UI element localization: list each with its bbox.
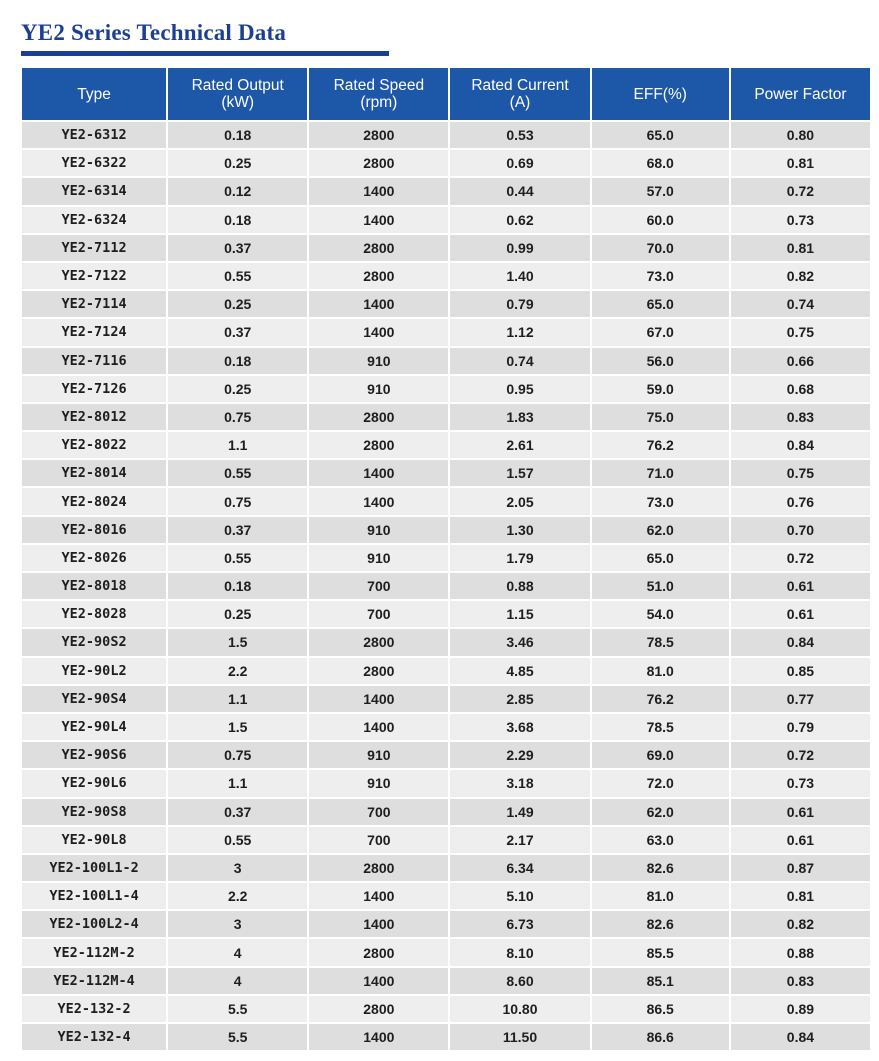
cell-rated-output: 0.37 [168,799,307,827]
table-row [22,658,870,686]
cell-efficiency: 82.6 [592,911,729,939]
table-row [22,545,870,573]
cell-efficiency: 60.0 [592,207,729,235]
cell-rated-current: 1.40 [450,263,589,291]
cell-type: YE2-132-4 [22,1024,166,1052]
cell-type: YE2-6312 [22,122,166,150]
cell-rated-speed: 2800 [309,263,448,291]
cell-rated-speed: 700 [309,827,448,855]
cell-rated-current: 2.05 [450,488,589,516]
cell-rated-output: 0.37 [168,319,307,347]
column-header-rated-speed: Rated Speed (rpm) [309,68,448,122]
column-header-efficiency: EFF(%) [592,68,729,122]
cell-rated-output: 1.5 [168,629,307,657]
cell-rated-current: 6.34 [450,855,589,883]
cell-type: YE2-90S2 [22,629,166,657]
table-row [22,714,870,742]
cell-type: YE2-112M-2 [22,939,166,967]
cell-power-factor: 0.85 [731,658,870,686]
technical-data-table [20,68,872,1052]
table-row [22,742,870,770]
cell-type: YE2-90S4 [22,686,166,714]
cell-rated-speed: 910 [309,348,448,376]
cell-power-factor: 0.66 [731,348,870,376]
cell-efficiency: 76.2 [592,432,729,460]
cell-rated-current: 4.85 [450,658,589,686]
cell-rated-current: 0.74 [450,348,589,376]
cell-rated-speed: 700 [309,573,448,601]
cell-rated-speed: 2800 [309,658,448,686]
cell-type: YE2-7126 [22,376,166,404]
cell-type: YE2-6324 [22,207,166,235]
cell-power-factor: 0.61 [731,601,870,629]
cell-type: YE2-100L1-4 [22,883,166,911]
cell-rated-output: 1.1 [168,770,307,798]
cell-type: YE2-90S6 [22,742,166,770]
cell-power-factor: 0.75 [731,319,870,347]
cell-rated-speed: 1400 [309,460,448,488]
table-row [22,432,870,460]
cell-rated-current: 1.30 [450,517,589,545]
cell-rated-current: 0.99 [450,235,589,263]
cell-rated-current: 2.17 [450,827,589,855]
cell-rated-speed: 2800 [309,996,448,1024]
cell-type: YE2-90L2 [22,658,166,686]
cell-rated-current: 3.46 [450,629,589,657]
cell-type: YE2-6314 [22,178,166,206]
cell-power-factor: 0.89 [731,996,870,1024]
table-row [22,573,870,601]
cell-rated-current: 1.57 [450,460,589,488]
cell-power-factor: 0.74 [731,291,870,319]
cell-efficiency: 67.0 [592,319,729,347]
cell-power-factor: 0.81 [731,150,870,178]
cell-type: YE2-132-2 [22,996,166,1024]
cell-rated-speed: 2800 [309,629,448,657]
cell-rated-speed: 1400 [309,291,448,319]
cell-rated-output: 4 [168,939,307,967]
cell-type: YE2-7124 [22,319,166,347]
cell-type: YE2-8024 [22,488,166,516]
table-row [22,855,870,883]
cell-efficiency: 70.0 [592,235,729,263]
cell-power-factor: 0.73 [731,207,870,235]
cell-type: YE2-100L2-4 [22,911,166,939]
cell-power-factor: 0.83 [731,968,870,996]
table-body [22,122,870,1052]
cell-rated-output: 0.25 [168,376,307,404]
table-row [22,686,870,714]
cell-type: YE2-90L4 [22,714,166,742]
table-row [22,601,870,629]
table-row [22,799,870,827]
cell-efficiency: 62.0 [592,799,729,827]
cell-rated-current: 2.61 [450,432,589,460]
cell-power-factor: 0.82 [731,263,870,291]
cell-rated-output: 0.25 [168,601,307,629]
cell-type: YE2-6322 [22,150,166,178]
cell-rated-output: 0.75 [168,488,307,516]
cell-power-factor: 0.68 [731,376,870,404]
table-row [22,376,870,404]
cell-rated-speed: 910 [309,545,448,573]
cell-power-factor: 0.81 [731,883,870,911]
cell-type: YE2-8022 [22,432,166,460]
header-row [22,68,870,122]
cell-efficiency: 85.5 [592,939,729,967]
cell-efficiency: 86.6 [592,1024,729,1052]
cell-rated-output: 1.5 [168,714,307,742]
cell-type: YE2-112M-4 [22,968,166,996]
cell-type: YE2-90S8 [22,799,166,827]
cell-rated-speed: 1400 [309,319,448,347]
cell-efficiency: 65.0 [592,545,729,573]
cell-rated-output: 2.2 [168,883,307,911]
cell-rated-current: 11.50 [450,1024,589,1052]
cell-rated-output: 2.2 [168,658,307,686]
cell-rated-output: 0.18 [168,207,307,235]
cell-rated-output: 5.5 [168,996,307,1024]
cell-rated-speed: 700 [309,601,448,629]
column-header-rated-output: Rated Output (kW) [168,68,307,122]
cell-power-factor: 0.84 [731,432,870,460]
table-row [22,235,870,263]
table-row [22,348,870,376]
cell-power-factor: 0.84 [731,1024,870,1052]
cell-rated-current: 0.62 [450,207,589,235]
cell-rated-current: 3.68 [450,714,589,742]
cell-rated-current: 0.44 [450,178,589,206]
cell-rated-current: 0.95 [450,376,589,404]
cell-rated-current: 2.85 [450,686,589,714]
page-title-block [21,18,286,48]
cell-efficiency: 76.2 [592,686,729,714]
cell-efficiency: 59.0 [592,376,729,404]
cell-rated-speed: 1400 [309,686,448,714]
cell-power-factor: 0.87 [731,855,870,883]
cell-efficiency: 54.0 [592,601,729,629]
cell-power-factor: 0.81 [731,235,870,263]
cell-power-factor: 0.61 [731,573,870,601]
table-row [22,883,870,911]
cell-rated-output: 0.75 [168,742,307,770]
cell-rated-speed: 1400 [309,178,448,206]
cell-power-factor: 0.70 [731,517,870,545]
table-row [22,122,870,150]
cell-power-factor: 0.84 [731,629,870,657]
cell-type: YE2-8018 [22,573,166,601]
table-row [22,939,870,967]
cell-type: YE2-7112 [22,235,166,263]
cell-rated-output: 5.5 [168,1024,307,1052]
cell-power-factor: 0.75 [731,460,870,488]
cell-type: YE2-100L1-2 [22,855,166,883]
table-row [22,911,870,939]
table-row [22,827,870,855]
cell-rated-current: 0.79 [450,291,589,319]
cell-efficiency: 51.0 [592,573,729,601]
cell-rated-current: 0.69 [450,150,589,178]
table-row [22,488,870,516]
cell-rated-output: 0.55 [168,460,307,488]
cell-efficiency: 65.0 [592,291,729,319]
table-row [22,1024,870,1052]
cell-rated-current: 6.73 [450,911,589,939]
cell-efficiency: 63.0 [592,827,729,855]
cell-rated-output: 1.1 [168,686,307,714]
table-row [22,968,870,996]
cell-efficiency: 85.1 [592,968,729,996]
cell-rated-speed: 2800 [309,150,448,178]
title-underline [21,51,389,56]
cell-power-factor: 0.82 [731,911,870,939]
cell-efficiency: 81.0 [592,658,729,686]
cell-efficiency: 68.0 [592,150,729,178]
table-row [22,150,870,178]
column-header-rated-current: Rated Current (A) [450,68,589,122]
cell-rated-speed: 2800 [309,855,448,883]
cell-rated-speed: 910 [309,517,448,545]
cell-type: YE2-8028 [22,601,166,629]
cell-rated-speed: 910 [309,376,448,404]
cell-rated-current: 10.80 [450,996,589,1024]
table-row [22,996,870,1024]
cell-power-factor: 0.88 [731,939,870,967]
cell-rated-output: 0.37 [168,235,307,263]
table-row [22,629,870,657]
cell-type: YE2-8012 [22,404,166,432]
cell-rated-speed: 1400 [309,488,448,516]
table-row [22,291,870,319]
cell-type: YE2-8016 [22,517,166,545]
cell-rated-output: 3 [168,855,307,883]
cell-rated-output: 0.18 [168,573,307,601]
cell-rated-output: 0.25 [168,150,307,178]
cell-rated-speed: 1400 [309,968,448,996]
cell-power-factor: 0.72 [731,178,870,206]
cell-rated-speed: 2800 [309,404,448,432]
cell-rated-current: 1.79 [450,545,589,573]
cell-power-factor: 0.61 [731,827,870,855]
cell-rated-output: 0.18 [168,122,307,150]
cell-type: YE2-90L8 [22,827,166,855]
cell-power-factor: 0.83 [731,404,870,432]
cell-rated-current: 8.10 [450,939,589,967]
cell-rated-speed: 1400 [309,714,448,742]
cell-rated-output: 0.12 [168,178,307,206]
cell-type: YE2-8026 [22,545,166,573]
cell-rated-speed: 2800 [309,432,448,460]
cell-power-factor: 0.73 [731,770,870,798]
cell-rated-speed: 2800 [309,939,448,967]
cell-rated-speed: 1400 [309,911,448,939]
cell-power-factor: 0.77 [731,686,870,714]
cell-rated-speed: 1400 [309,883,448,911]
cell-rated-current: 2.29 [450,742,589,770]
table-row [22,770,870,798]
cell-rated-output: 0.25 [168,291,307,319]
cell-rated-current: 0.53 [450,122,589,150]
cell-efficiency: 72.0 [592,770,729,798]
cell-rated-current: 5.10 [450,883,589,911]
cell-efficiency: 71.0 [592,460,729,488]
cell-power-factor: 0.79 [731,714,870,742]
table-row [22,319,870,347]
cell-efficiency: 56.0 [592,348,729,376]
cell-efficiency: 73.0 [592,488,729,516]
cell-rated-output: 0.18 [168,348,307,376]
cell-power-factor: 0.72 [731,545,870,573]
cell-rated-output: 0.55 [168,827,307,855]
cell-rated-output: 4 [168,968,307,996]
column-header-type: Type [22,68,166,122]
table-row [22,404,870,432]
cell-type: YE2-7122 [22,263,166,291]
table-row [22,460,870,488]
column-header-power-factor: Power Factor [731,68,870,122]
cell-rated-speed: 2800 [309,235,448,263]
table-row [22,207,870,235]
cell-rated-output: 0.75 [168,404,307,432]
cell-efficiency: 62.0 [592,517,729,545]
cell-rated-speed: 910 [309,742,448,770]
cell-rated-output: 0.55 [168,263,307,291]
cell-power-factor: 0.80 [731,122,870,150]
cell-efficiency: 78.5 [592,714,729,742]
cell-type: YE2-7116 [22,348,166,376]
page-title: YE2 Series Technical Data [21,20,287,45]
cell-rated-current: 1.83 [450,404,589,432]
cell-efficiency: 73.0 [592,263,729,291]
table-header [22,68,870,122]
cell-rated-output: 0.37 [168,517,307,545]
cell-rated-speed: 910 [309,770,448,798]
cell-rated-speed: 2800 [309,122,448,150]
table-row [22,178,870,206]
cell-efficiency: 65.0 [592,122,729,150]
cell-efficiency: 75.0 [592,404,729,432]
cell-efficiency: 69.0 [592,742,729,770]
cell-power-factor: 0.61 [731,799,870,827]
cell-efficiency: 57.0 [592,178,729,206]
cell-power-factor: 0.76 [731,488,870,516]
cell-rated-current: 1.15 [450,601,589,629]
cell-type: YE2-8014 [22,460,166,488]
cell-rated-current: 1.49 [450,799,589,827]
cell-rated-speed: 1400 [309,1024,448,1052]
cell-rated-current: 3.18 [450,770,589,798]
table-row [22,517,870,545]
cell-rated-output: 0.55 [168,545,307,573]
table-row [22,263,870,291]
cell-rated-current: 0.88 [450,573,589,601]
cell-efficiency: 81.0 [592,883,729,911]
cell-rated-current: 1.12 [450,319,589,347]
cell-type: YE2-90L6 [22,770,166,798]
cell-rated-speed: 700 [309,799,448,827]
cell-rated-output: 3 [168,911,307,939]
cell-power-factor: 0.72 [731,742,870,770]
cell-rated-output: 1.1 [168,432,307,460]
cell-rated-current: 8.60 [450,968,589,996]
cell-efficiency: 82.6 [592,855,729,883]
cell-rated-speed: 1400 [309,207,448,235]
cell-efficiency: 78.5 [592,629,729,657]
cell-efficiency: 86.5 [592,996,729,1024]
cell-type: YE2-7114 [22,291,166,319]
